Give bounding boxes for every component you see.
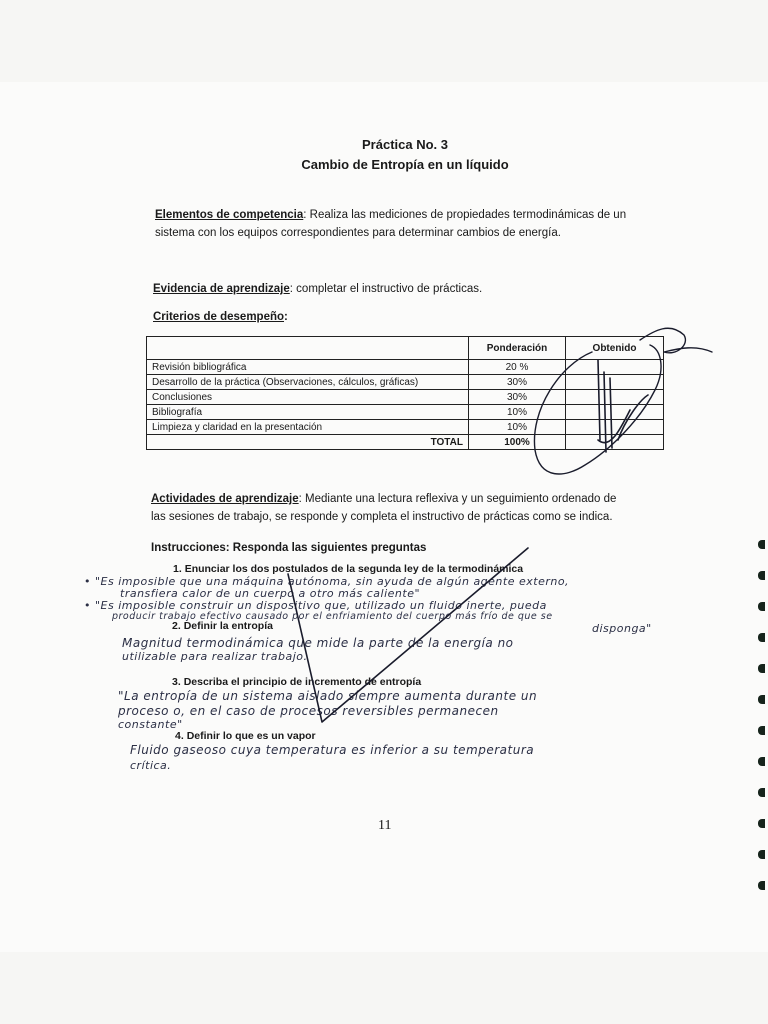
page-number: 11	[378, 818, 392, 833]
ponderacion-cell: 10%	[469, 405, 566, 420]
answer-1-line-3: • "Es imposible construir un dispositivo que, utilizado un fluido inerte, pueda	[84, 599, 547, 612]
practice-number: Práctica No. 3	[362, 137, 448, 152]
competencia-text-2: sistema con los equipos correspondientes para determinar cambios de energía.	[155, 227, 561, 239]
actividades-label: Actividades de aprendizaje	[151, 493, 299, 505]
answer-4-line-2: crítica.	[130, 759, 172, 772]
evidencia-text: : completar el instructivo de prácticas.	[289, 283, 483, 295]
question-2: 2. Definir la entropía	[172, 620, 273, 632]
answer-1-line-2: transfiera calor de un cuerpo a otro más caliente"	[120, 587, 421, 600]
ponderacion-cell: 30%	[469, 390, 566, 405]
criterio-cell: Bibliografía	[147, 405, 469, 420]
competencia-label: Elementos de competencia	[155, 209, 304, 221]
answer-4-line-1: Fluido gaseoso cuya temperatura es inferior a su temperatura	[130, 743, 535, 757]
answer-1-line-5: disponga"	[592, 622, 652, 635]
check-mark	[288, 548, 528, 722]
actividades-text: : Mediante una lectura reflexiva y un seguimiento ordenado de	[298, 493, 617, 505]
ponderacion-cell: 10%	[469, 420, 566, 435]
actividades-text-2: las sesiones de trabajo, se responde y completa el instructivo de prácticas como se indica.	[151, 511, 613, 523]
criterios-label: Criterios de desempeño	[153, 311, 285, 323]
answer-3-line-1: "La entropía de un sistema aislado siempre aumenta durante un	[118, 689, 538, 703]
signature-flourish	[640, 328, 712, 353]
ponderacion-cell: 20 %	[469, 360, 566, 375]
criterios-heading: Criterios de desempeño:	[153, 311, 288, 323]
criterio-cell: Revisión bibliográfica	[147, 360, 469, 375]
question-4: 4. Definir lo que es un vapor	[175, 730, 316, 742]
signature-scribble	[598, 360, 648, 452]
evidencia-label: Evidencia de aprendizaje	[153, 283, 290, 295]
competencia-text: : Realiza las mediciones de propiedades termodinámicas de un	[303, 209, 627, 221]
criterio-cell: Limpieza y claridad en la presentación	[147, 420, 469, 435]
instrucciones: Instrucciones: Responda las siguientes preguntas	[151, 542, 427, 554]
answer-2-line-1: Magnitud termodinámica que mide la parte de la energía no	[122, 636, 514, 650]
answer-1-line-1: • "Es imposible que una máquina autónoma, sin ayuda de algún agente externo,	[84, 575, 570, 588]
total-label: TOTAL	[147, 435, 469, 450]
criterio-cell: Conclusiones	[147, 390, 469, 405]
ponderacion-cell: 30%	[469, 375, 566, 390]
question-1: 1. Enunciar los dos postulados de la segunda ley de la termodinámica	[173, 563, 524, 575]
answer-3-line-3: constante"	[118, 718, 183, 731]
answer-2-line-2: utilizable para realizar trabajo.	[122, 650, 308, 663]
page-title: Cambio de Entropía en un líquido	[301, 157, 509, 172]
criterio-cell: Desarrollo de la práctica (Observaciones, cálculos, gráficas)	[147, 375, 469, 390]
header-cell-ponderacion: Ponderación	[469, 337, 566, 360]
answer-1-line-4: producir trabajo efectivo causado por el enfriamiento del cuerpo más frío de que se	[112, 611, 553, 622]
answer-3-line-2: proceso o, en el caso de procesos reversibles permanecen	[118, 704, 499, 718]
question-3: 3. Describa el principio de incremento de entropía	[172, 676, 422, 688]
header-cell-obtenido: Obtenido	[566, 337, 664, 360]
total-value: 100%	[469, 435, 566, 450]
